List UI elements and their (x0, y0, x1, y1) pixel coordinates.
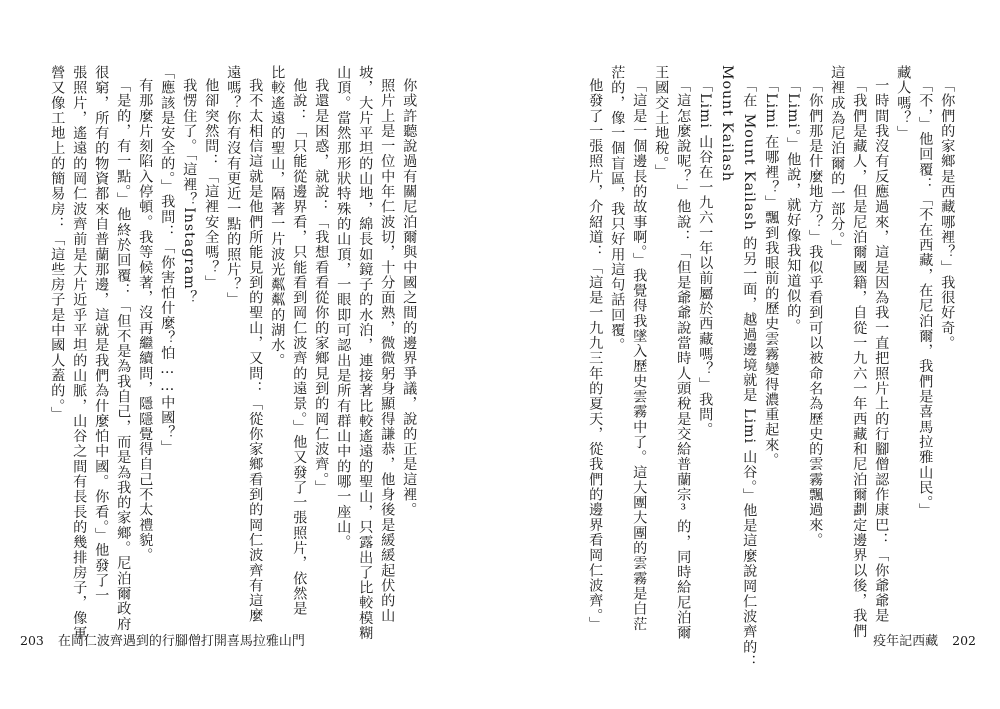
text-column: 坡，大片平坦的山地，綿長如鏡子的水泊，連接著比較遙遠的聖山，只露出了比較模糊 (357, 65, 374, 641)
text-column: 王國交土地稅。」 (653, 65, 670, 180)
text-column: 我不太相信這就是他們所能見到的聖山，又問：「從你家鄉看到的岡仁波齊有這麼 (247, 78, 264, 624)
text-column: 很窮，所有的物資都來自普蘭那邊，這就是我們為什麼怕中國。你看。」他發了一 (93, 65, 110, 604)
text-column: 遠嗎？你有沒有更近一點的照片？」 (225, 65, 242, 308)
text-column: 「Limi 山谷在一九六一年以前屬於西藏嗎？」我問。 (697, 78, 714, 438)
page-footer (873, 630, 976, 649)
text-column: Mount Kailash (719, 65, 736, 182)
text-column: 「Limi。」他說，就好像我知道似的。 (785, 78, 802, 334)
text-column: 藏人嗎？」 (895, 65, 912, 141)
text-column: 「是的，有一點。」他終於回覆：「但不是為我自己，而是為我的家鄉。尼泊爾政府 (115, 78, 132, 632)
running-head: 疫年記西藏 (873, 634, 939, 649)
text-column: 你或許聽說過有關尼泊爾與中國之間的邊界爭議，說的正是這裡。 (401, 78, 418, 518)
text-column: 「不，」他回覆：「不在西藏，在尼泊爾，我們是喜馬拉雅山民。」 (917, 78, 934, 519)
text-column: 有那麼片刻陷入停頓。我等候著，沒再繼續問，隱隱覺得自己不太禮貌。 (137, 78, 154, 563)
text-column: 「在 Mount Kailash 的另一面，越過邊境就是 Limi 山谷。」他是這麼說岡仁波齊的： (741, 78, 758, 670)
text-column: 山頂。當然那形狀特殊的山頂，一眼即可認出是所有群山中的哪一座山。 (335, 65, 352, 550)
text-column: 我還是困惑，就說：「我想看看從你的家鄉見到的岡仁波齊。」 (313, 78, 330, 496)
text-column: 「你們那是什麼地方？」我似乎看到可以被命名為歷史的雲霧飄過來。 (807, 78, 824, 548)
text-column: 他說：「只能從邊界看，只能看到岡仁波齊的遠景。」他又發了一張照片，依然是 (291, 78, 308, 617)
text-column: 我愣住了。「這裡？Instagram？ (181, 78, 198, 305)
right-page (500, 0, 1000, 709)
text-column: 「這怎麼說呢？」他說：「但是爺爺說當時人頭稅是交給普蘭宗³的，同時給尼泊爾 (675, 78, 692, 641)
text-column: 「我們是藏人，但是尼泊爾國籍，自從一九六一年西藏和尼泊爾劃定邊界以後，我們 (851, 78, 868, 639)
text-column: 茫的，像一個盲區，我只好用這句話回覆。 (609, 65, 626, 353)
text-column: 這裡成為尼泊爾的一部分。」 (829, 65, 846, 255)
page-footer (20, 630, 305, 649)
text-column: 照片上是一位中年仁波切，十分面熟，微微躬身顯得謙恭，他身後是緩緩起伏的山 (379, 78, 396, 624)
text-column: 「Limi 在哪裡？」飄到我眼前的歷史雲霧變得濃重起來。 (763, 78, 780, 468)
running-head: 在岡仁波齊遇到的行腳僧打開喜馬拉雅山門 (57, 634, 305, 649)
text-column: 營又像工地上的簡易房：「這些房子是中國人蓋的。」 (49, 65, 66, 422)
text-column: 比較遙遠的聖山，隔著一片波光粼粼的湖水。 (269, 65, 286, 368)
text-column: 一時間我沒有反應過來，這是因為我一直把照片上的行腳僧認作康巴：「你爺爺是 (873, 78, 890, 624)
text-column: 張照片，遙遠的岡仁波齊前是大片近乎平坦的山脈，山谷之間有長長的幾排房子，像軍 (71, 65, 88, 641)
text-column: 「你們的家鄉是西藏哪裡？」我很好奇。 (939, 78, 956, 351)
page-number: 203 (20, 633, 44, 648)
text-column: 「這是一個邊長的故事啊。」我覺得我墜入歷史雲霧中了。這大團大團的雲霧是白茫 (631, 78, 648, 632)
text-column: 他卻突然問：「這裡安全嗎？」 (203, 78, 220, 291)
text-column: 他發了一張照片，介紹道：「這是一九九三年的夏天，從我們的邊界看岡仁波齊。」 (587, 78, 604, 632)
page-number: 202 (952, 633, 976, 648)
text-column: 「應該是安全的。」我問：「你害怕什麼？怕……中國？」 (159, 65, 176, 456)
